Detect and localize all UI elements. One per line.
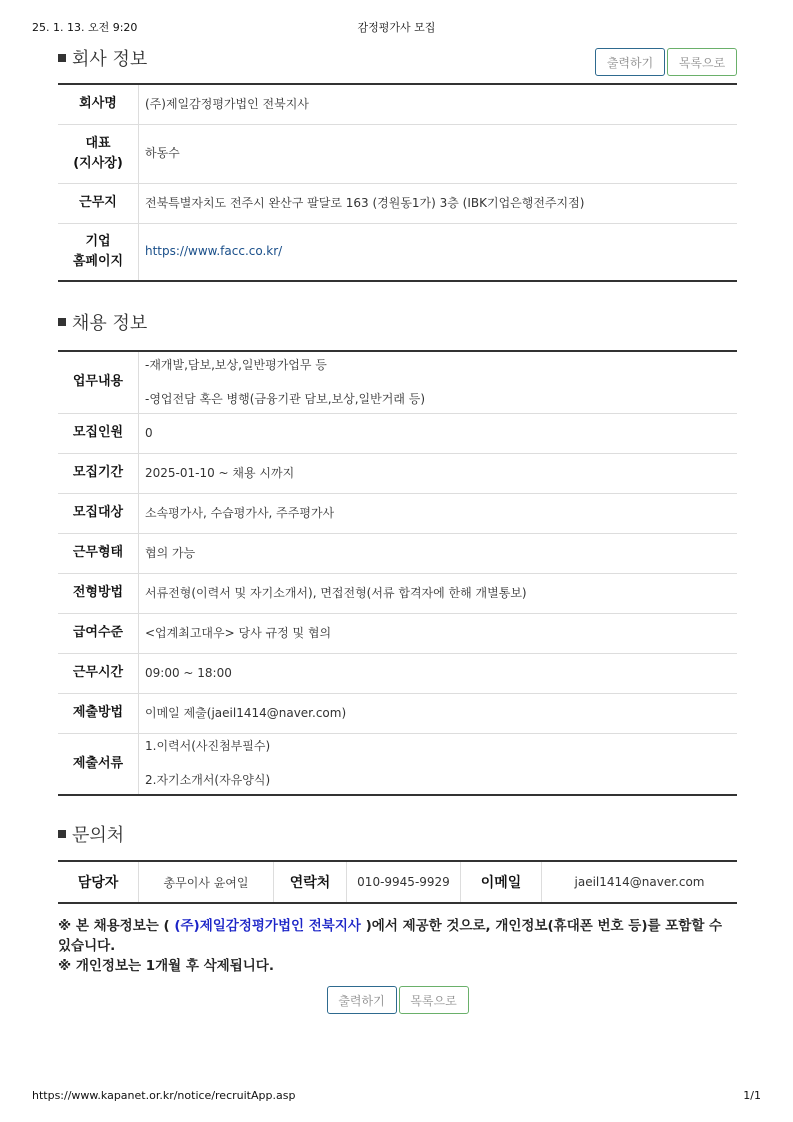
row-label: 제출방법 bbox=[58, 693, 139, 733]
row-label: 전형방법 bbox=[58, 573, 139, 613]
notice-prefix: ※ 본 채용정보는 ( bbox=[58, 918, 175, 934]
row-label bbox=[58, 124, 139, 183]
table-row bbox=[58, 124, 737, 183]
table-row bbox=[58, 693, 737, 733]
work-hours-value: 09:00 ~ 18:00 bbox=[139, 653, 738, 693]
print-header bbox=[32, 19, 761, 35]
notice-line-1 bbox=[58, 916, 737, 956]
table-row bbox=[58, 573, 737, 613]
print-page-title: 감정평가사 모집 bbox=[357, 21, 436, 34]
company-info-table bbox=[58, 83, 737, 282]
row-label-line: 대표 bbox=[85, 135, 111, 151]
print-button[interactable]: 출력하기 bbox=[327, 986, 397, 1014]
list-button[interactable]: 목록으로 bbox=[399, 986, 469, 1014]
contact-section-label: 문의처 bbox=[72, 825, 125, 846]
top-button-group bbox=[595, 48, 737, 80]
row-label: 모집기간 bbox=[58, 453, 139, 493]
selection-method-value: 서류전형(이력서 및 자기소개서), 면접전형(서류 합격자에 한해 개별통보) bbox=[139, 573, 738, 613]
row-label: 업무내용 bbox=[58, 351, 139, 413]
representative-value: 하동수 bbox=[139, 124, 738, 183]
bottom-button-group bbox=[58, 986, 737, 1014]
manager-label: 담당자 bbox=[58, 861, 139, 903]
job-description-line: -재개발,담보,보상,일반평가업무 등 bbox=[145, 357, 327, 372]
print-datetime: 25. 1. 13. 오전 9:20 bbox=[32, 21, 138, 34]
headcount-value: 0 bbox=[139, 413, 738, 453]
job-description-value bbox=[139, 351, 738, 413]
company-name-value: (주)제일감정평가법인 전북지사 bbox=[139, 84, 738, 124]
row-label bbox=[58, 223, 139, 281]
recruit-section-label: 채용 정보 bbox=[72, 313, 148, 334]
documents-value bbox=[139, 733, 738, 795]
row-label: 제출서류 bbox=[58, 733, 139, 795]
company-section-title bbox=[58, 44, 737, 76]
table-row bbox=[58, 733, 737, 795]
contact-section-title bbox=[58, 820, 737, 852]
documents-line: 2.자기소개서(자유양식) bbox=[145, 773, 271, 788]
row-label-line: 기업 bbox=[85, 233, 111, 249]
table-row bbox=[58, 183, 737, 223]
submit-method-value: 이메일 제출(jaeil1414@naver.com) bbox=[139, 693, 738, 733]
square-bullet-icon bbox=[58, 830, 66, 838]
contact-table bbox=[58, 860, 737, 904]
period-value: 2025-01-10 ~ 채용 시까지 bbox=[139, 453, 738, 493]
target-value: 소속평가사, 수습평가사, 주주평가사 bbox=[139, 493, 738, 533]
table-row bbox=[58, 493, 737, 533]
print-button[interactable]: 출력하기 bbox=[595, 48, 665, 76]
row-label: 근무지 bbox=[58, 183, 139, 223]
workplace-value: 전북특별자치도 전주시 완산구 팔달로 163 (경원동1가) 3층 (IBK기업은행전주지점) bbox=[139, 183, 738, 223]
homepage-cell bbox=[139, 223, 738, 281]
list-button[interactable]: 목록으로 bbox=[667, 48, 737, 76]
row-label: 근무형태 bbox=[58, 533, 139, 573]
print-footer bbox=[32, 1089, 761, 1105]
table-row bbox=[58, 533, 737, 573]
documents-line: 1.이력서(사진첨부필수) bbox=[145, 739, 271, 754]
row-label-line: (지사장) bbox=[73, 155, 123, 171]
table-row bbox=[58, 613, 737, 653]
homepage-link[interactable]: https://www.facc.co.kr/ bbox=[145, 244, 283, 259]
table-row bbox=[58, 861, 737, 903]
row-label: 근무시간 bbox=[58, 653, 139, 693]
main-content bbox=[58, 44, 737, 1014]
phone-label: 연락처 bbox=[274, 861, 347, 903]
table-row bbox=[58, 413, 737, 453]
work-type-value: 협의 가능 bbox=[139, 533, 738, 573]
notice-line-2: ※ 개인정보는 1개월 후 삭제됩니다. bbox=[58, 958, 274, 974]
recruit-section-title bbox=[58, 308, 737, 340]
row-label: 모집인원 bbox=[58, 413, 139, 453]
page-counter: 1/1 bbox=[743, 1089, 761, 1102]
table-row bbox=[58, 453, 737, 493]
job-description-line: -영업전담 혹은 병행(금융기관 담보,보상,일반거래 등) bbox=[145, 391, 426, 406]
phone-value: 010-9945-9929 bbox=[347, 861, 461, 903]
manager-value: 총무이사 윤여일 bbox=[139, 861, 274, 903]
salary-value: <업계최고대우> 당사 규정 및 협의 bbox=[139, 613, 738, 653]
table-row bbox=[58, 653, 737, 693]
page-url: https://www.kapanet.or.kr/notice/recruitApp.asp bbox=[32, 1089, 296, 1102]
table-row bbox=[58, 351, 737, 413]
notice-company: (주)제일감정평가법인 전북지사 bbox=[174, 918, 361, 934]
company-section-label: 회사 정보 bbox=[72, 49, 148, 70]
square-bullet-icon bbox=[58, 54, 66, 62]
row-label: 회사명 bbox=[58, 84, 139, 124]
row-label-line: 홈페이지 bbox=[72, 253, 124, 269]
row-label: 모집대상 bbox=[58, 493, 139, 533]
email-label: 이메일 bbox=[461, 861, 542, 903]
table-row bbox=[58, 84, 737, 124]
recruit-info-table bbox=[58, 350, 737, 796]
row-label: 급여수준 bbox=[58, 613, 139, 653]
privacy-notice bbox=[58, 916, 737, 976]
square-bullet-icon bbox=[58, 318, 66, 326]
email-value: jaeil1414@naver.com bbox=[574, 875, 705, 889]
notice-suffix: )에서 제공한 것으로, 개인정보(휴대폰 번호 등)를 포함할 수 있습니다. bbox=[58, 918, 723, 954]
table-row bbox=[58, 223, 737, 281]
